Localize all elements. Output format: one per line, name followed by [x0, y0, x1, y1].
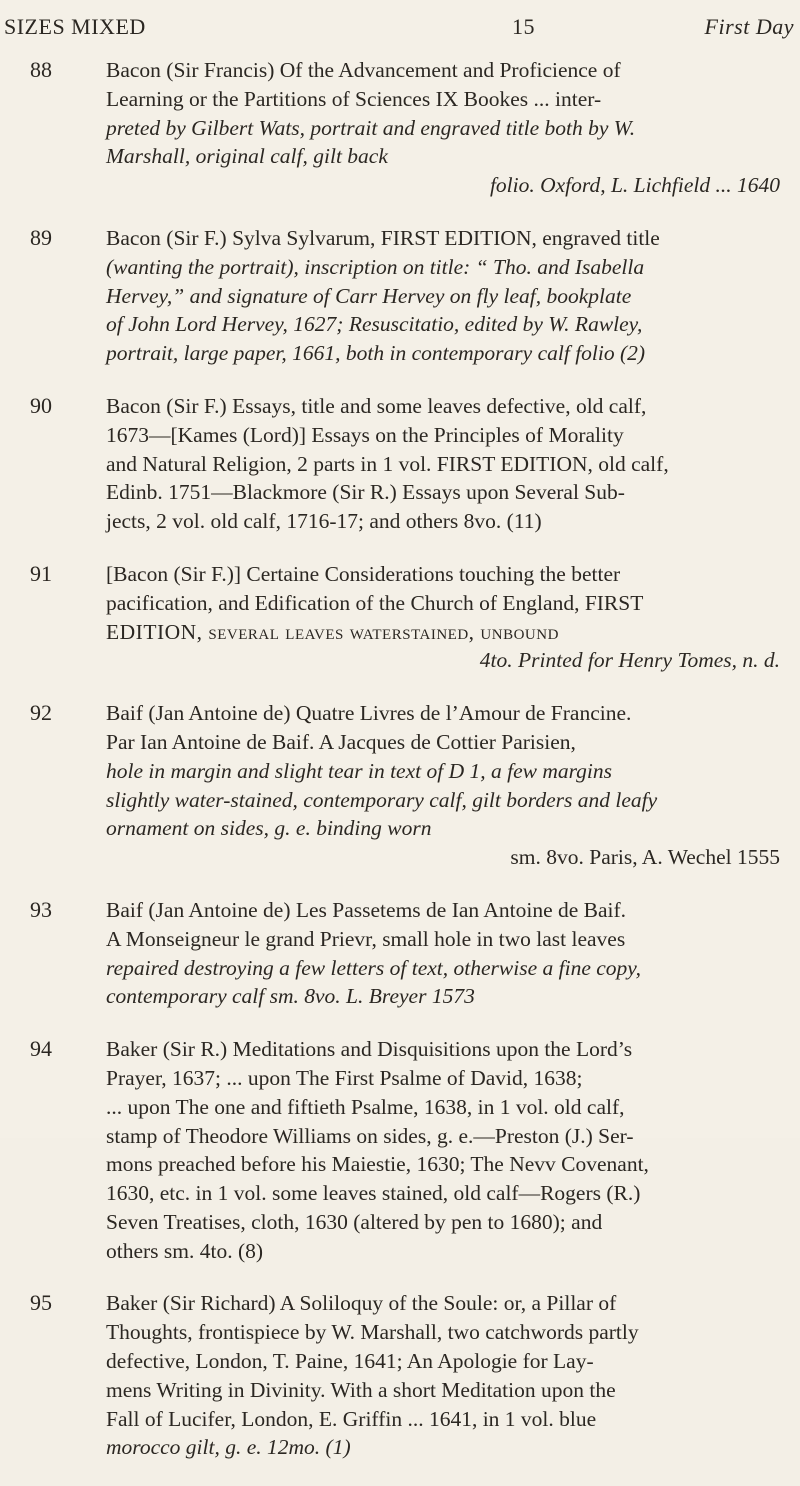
lot-entry — [0, 896, 800, 1011]
lot-description — [106, 392, 786, 536]
description-line: 1673—[Kames (Lord)] Essays on the Principles of Morality — [106, 422, 624, 447]
lot-number: 93 — [30, 896, 52, 922]
lot-number: 94 — [30, 1036, 52, 1062]
lot-description — [106, 56, 786, 200]
description-line: [Bacon (Sir F.)] Certaine Considerations touching the better — [106, 561, 621, 586]
description-line: Edinb. 1751—Blackmore (Sir R.) Essays upon Several Sub- — [106, 480, 625, 505]
description-line: slightly water-stained, contemporary calf, gilt borders and leafy — [106, 787, 658, 812]
description-line: Par Ian Antoine de Baif. A Jacques de Cottier Parisien, — [106, 729, 576, 754]
running-header — [4, 14, 794, 40]
lot-entry — [0, 1035, 800, 1265]
description-line: 4to. Printed for Henry Tomes, n. d. — [479, 648, 780, 673]
description-line: Baker (Sir Richard) A Soliloquy of the Soule: or, a Pillar of — [106, 1291, 617, 1316]
lot-entry — [0, 56, 800, 200]
lot-description — [106, 560, 786, 675]
description-line: contemporary calf sm. 8vo. L. Breyer 1573 — [106, 984, 475, 1009]
lot-entry — [0, 392, 800, 536]
description-line: A Monseigneur le grand Prievr, small hole in two last leaves — [106, 926, 626, 951]
description-line: Thoughts, frontispiece by W. Marshall, two catchwords partly — [106, 1320, 639, 1345]
description-line: EDITION, several leaves waterstained, unbound — [106, 619, 559, 644]
description-line: Seven Treatises, cloth, 1630 (altered by pen to 1680); and — [106, 1209, 603, 1234]
lot-number: 88 — [30, 57, 52, 82]
description-line: of John Lord Hervey, 1627; Resuscitatio, edited by W. Rawley, — [106, 312, 643, 337]
description-line: morocco gilt, g. e. 12mo. (1) — [106, 1435, 351, 1460]
lot-description — [106, 896, 786, 1011]
description-line: preted by Gilbert Wats, portrait and engraved title both by W. — [106, 115, 636, 140]
lot-number: 91 — [30, 560, 52, 586]
description-line: Bacon (Sir F.) Sylva Sylvarum, FIRST EDITION, engraved title — [106, 225, 660, 250]
description-line: (wanting the portrait), inscription on title: “ Tho. and Isabella — [106, 254, 645, 279]
lot-number: 92 — [30, 700, 52, 726]
lot-number: 90 — [30, 392, 52, 418]
description-line: mons preached before his Maiestie, 1630; The Nevv Covenant, — [106, 1152, 649, 1177]
description-line: ornament on sides, g. e. binding worn — [106, 816, 432, 841]
lot-entry — [0, 1289, 800, 1462]
description-line: sm. 8vo. Paris, A. Wechel 1555 — [510, 845, 780, 870]
description-line: Baif (Jan Antoine de) Quatre Livres de l’Amour de Francine. — [106, 701, 632, 726]
lot-number: 89 — [30, 224, 52, 250]
lot-description — [106, 699, 786, 872]
description-line: defective, London, T. Paine, 1641; An Apologie for Lay- — [106, 1349, 594, 1374]
lot-entry — [0, 699, 800, 872]
description-line: ... upon The one and fiftieth Psalme, 1638, in 1 vol. old calf, — [106, 1094, 625, 1119]
lot-description — [106, 1035, 786, 1265]
description-line: Fall of Lucifer, London, E. Griffin ... 1641, in 1 vol. blue — [106, 1406, 597, 1431]
description-line: others sm. 4to. (8) — [106, 1238, 264, 1263]
description-line: jects, 2 vol. old calf, 1716-17; and others 8vo. (11) — [106, 509, 542, 534]
lot-entry — [0, 560, 800, 675]
lot-number: 95 — [30, 1290, 52, 1316]
description-line: Hervey,” and signature of Carr Hervey on fly leaf, bookplate — [106, 283, 632, 308]
description-line: Bacon (Sir Francis) Of the Advancement and Proficience of — [106, 58, 621, 82]
description-line: Baif (Jan Antoine de) Les Passetems de Ian Antoine de Baif. — [106, 897, 627, 922]
description-line: folio. Oxford, L. Lichfield ... 1640 — [489, 173, 780, 198]
description-line: Baker (Sir R.) Meditations and Disquisitions upon the Lord’s — [106, 1037, 633, 1062]
description-line: and Natural Religion, 2 parts in 1 vol. FIRST EDITION, old calf, — [106, 451, 669, 476]
description-line: mens Writing in Divinity. With a short Meditation upon the — [106, 1377, 616, 1402]
page-number: 15 — [512, 14, 535, 39]
description-line: Bacon (Sir F.) Essays, title and some leaves defective, old calf, — [106, 393, 647, 418]
description-line: portrait, large paper, 1661, both in contemporary calf folio (2) — [106, 341, 646, 366]
lot-description — [106, 224, 786, 368]
description-line: stamp of Theodore Williams on sides, g. e.—Preston (J.) Ser- — [106, 1123, 634, 1148]
description-line: repaired destroying a few letters of text, otherwise a fine copy, — [106, 955, 642, 980]
lot-description — [106, 1289, 786, 1462]
description-line: 1630, etc. in 1 vol. some leaves stained, old calf—Rogers (R.) — [106, 1181, 641, 1206]
description-line: pacification, and Edification of the Church of England, FIRST — [106, 590, 644, 615]
description-line: Learning or the Partitions of Sciences IX Bookes ... inter- — [106, 86, 602, 111]
header-sale-day: First Day — [704, 14, 794, 39]
lot-entry — [0, 224, 800, 368]
description-line: Prayer, 1637; ... upon The First Psalme of David, 1638; — [106, 1065, 583, 1090]
description-line: hole in margin and slight tear in text of D 1, a few margins — [106, 758, 613, 783]
header-section-title: SIZES MIXED — [4, 14, 146, 39]
lot-list — [0, 56, 800, 1486]
description-line: Marshall, original calf, gilt back — [106, 144, 388, 169]
